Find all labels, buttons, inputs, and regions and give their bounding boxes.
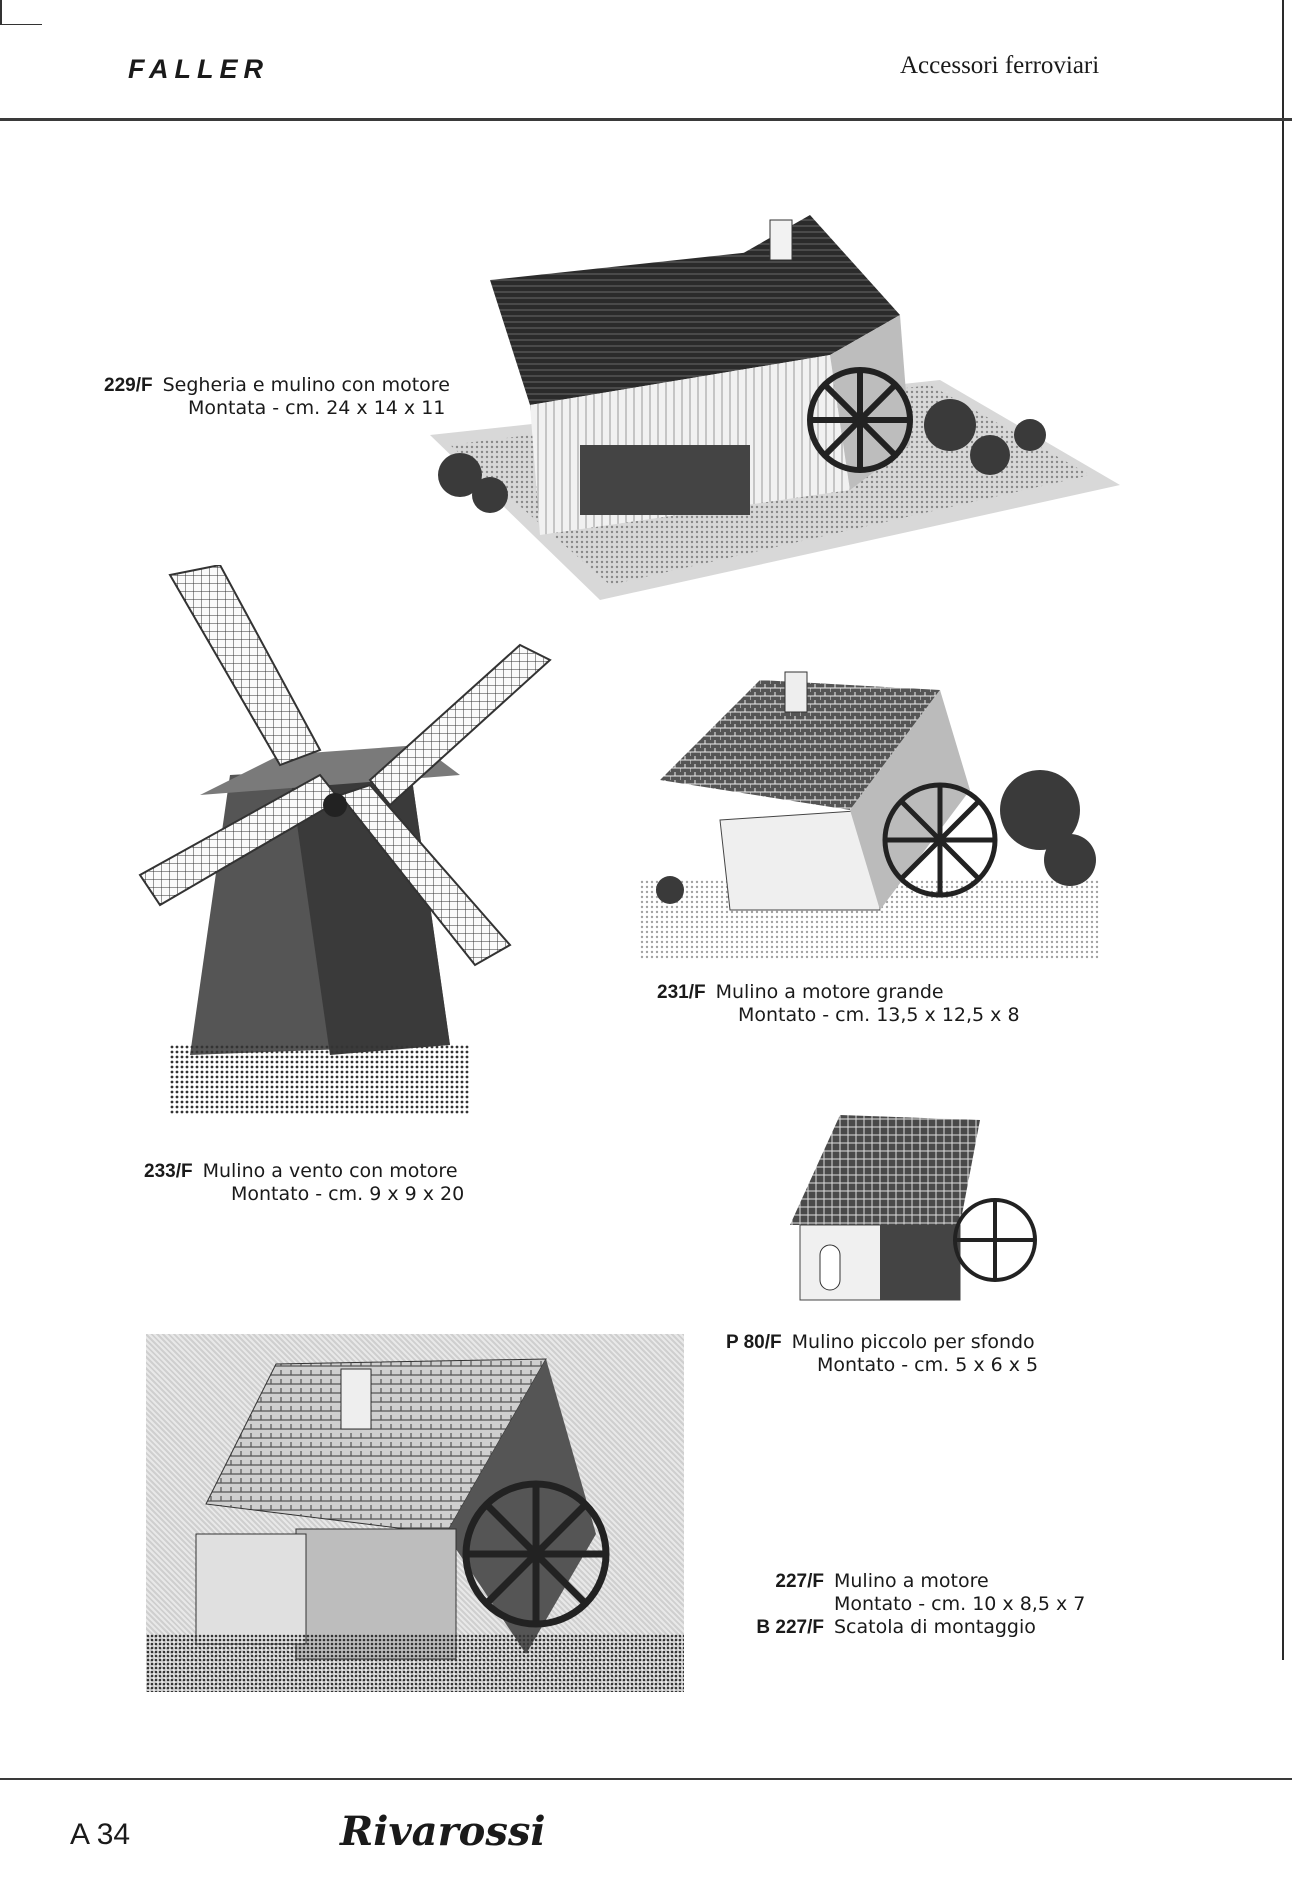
product-spec: Montata - cm. 24 x 14 x 11: [188, 397, 446, 419]
product-spec: Montato - cm. 5 x 6 x 5: [817, 1354, 1039, 1376]
product-name: Mulino piccolo per sfondo: [791, 1331, 1035, 1353]
product-code: P 80/F: [726, 1332, 782, 1353]
caption-p80: [726, 1331, 1038, 1377]
caption-229: [104, 374, 450, 420]
page-edge-line: [1282, 0, 1284, 1660]
product-name: Mulino a vento con motore: [202, 1160, 458, 1182]
caption-227: [726, 1570, 1085, 1639]
small-mill-illustration: [780, 1115, 1050, 1305]
large-mill-illustration: [640, 660, 1100, 960]
caption-231: [657, 981, 1020, 1027]
product-spec: Montato - cm. 13,5 x 12,5 x 8: [738, 1004, 1020, 1026]
product-name: Mulino a motore: [834, 1570, 989, 1592]
mill-photo-illustration: [146, 1334, 684, 1692]
product-name: Segheria e mulino con motore: [162, 374, 450, 396]
sawmill-illustration: [430, 205, 1120, 600]
corner-mark: [0, 0, 42, 25]
brand-title: FALLER: [128, 54, 269, 84]
rivarossi-logo: Rivarossi: [340, 1808, 546, 1855]
product-name: Mulino a motore grande: [715, 981, 944, 1003]
product-code: 227/F: [775, 1571, 824, 1592]
product-spec: Montato - cm. 9 x 9 x 20: [231, 1183, 465, 1205]
product-code: B 227/F: [756, 1617, 824, 1638]
product-spec: Montato - cm. 10 x 8,5 x 7: [834, 1593, 1086, 1615]
page-number: A 34: [70, 1818, 131, 1851]
section-title: Accessori ferroviari: [900, 52, 1100, 79]
caption-233: [144, 1160, 464, 1206]
product-name: Scatola di montaggio: [834, 1616, 1036, 1638]
product-code: 233/F: [144, 1161, 193, 1182]
footer-rule: [0, 1778, 1292, 1780]
product-code: 231/F: [657, 982, 706, 1003]
product-code: 229/F: [104, 375, 153, 396]
windmill-illustration: [130, 565, 560, 1125]
header-rule: [0, 118, 1292, 121]
